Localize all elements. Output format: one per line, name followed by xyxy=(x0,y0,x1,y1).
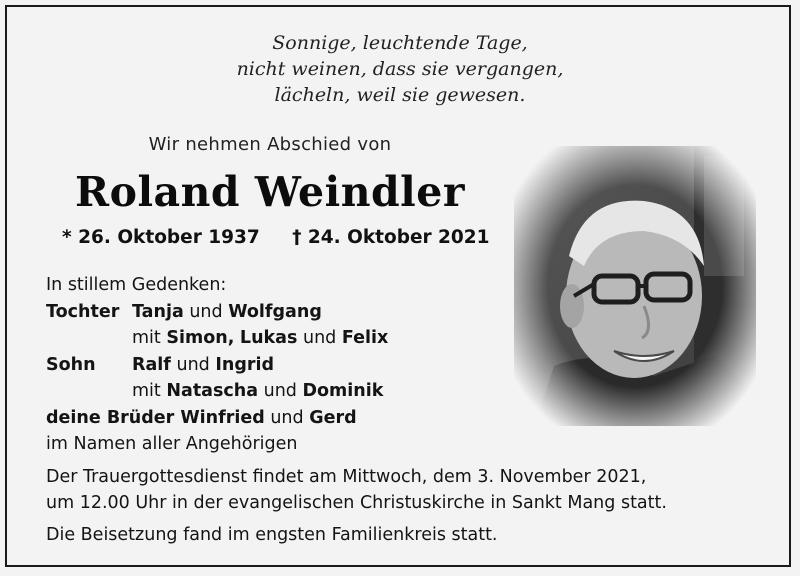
family-row-grandchildren: mit Simon, Lukas und Felix xyxy=(132,328,389,348)
conjunction: und xyxy=(270,407,304,428)
conjunction: und xyxy=(263,381,297,401)
poem-line: nicht weinen, dass sie vergangen, xyxy=(236,58,564,80)
family-name: deine Brüder Winfried xyxy=(46,407,265,428)
family-name: Gerd xyxy=(309,407,357,428)
notice-line: Der Trauergottesdienst findet am Mittwoch, dem 3. November 2021, xyxy=(46,467,647,487)
family-name: Ingrid xyxy=(215,354,275,375)
family-row-daughter xyxy=(46,299,388,326)
death-date: † 24. Oktober 2021 xyxy=(292,227,490,248)
family-name: Tanja xyxy=(132,301,184,322)
family-name: Lukas xyxy=(239,328,298,348)
family-closing: im Namen aller Angehörigen xyxy=(46,434,298,454)
portrait-photo xyxy=(514,146,756,426)
family-name: Felix xyxy=(341,328,389,348)
poem xyxy=(160,30,640,108)
poem-line: lächeln, weil sie gewesen. xyxy=(274,84,526,106)
poem-line: Sonnige, leuchtende Tage, xyxy=(272,32,528,54)
conjunction: mit xyxy=(132,381,161,401)
notice-line: um 12.00 Uhr in der evangelischen Christuskirche in Sankt Mang statt. xyxy=(46,493,667,513)
portrait-illustration xyxy=(514,146,756,426)
family-name: Wolfgang xyxy=(228,301,322,322)
notice-line: Die Beisetzung fand im engsten Familienkreis statt. xyxy=(46,525,498,545)
birth-date: * 26. Oktober 1937 xyxy=(62,227,260,248)
life-dates xyxy=(62,227,490,248)
family-list xyxy=(46,272,388,458)
family-row-brothers xyxy=(46,405,388,432)
conjunction: und xyxy=(189,301,223,322)
conjunction: und xyxy=(176,354,210,375)
conjunction: mit xyxy=(132,328,161,348)
service-notice xyxy=(46,464,667,548)
family-heading: In stillem Gedenken: xyxy=(46,275,227,295)
family-name: Natascha xyxy=(166,381,259,401)
family-name: Simon xyxy=(166,328,228,348)
conjunction: und xyxy=(302,328,337,348)
relation-label: Tochter xyxy=(46,301,120,322)
deceased-name: Roland Weindler xyxy=(75,168,465,216)
family-name: Ralf xyxy=(132,354,171,375)
family-name: Dominik xyxy=(302,381,384,401)
family-row-son xyxy=(46,352,388,379)
relation-label: Sohn xyxy=(46,354,96,375)
intro-text: Wir nehmen Abschied von xyxy=(148,134,392,155)
family-row-grandchildren xyxy=(46,378,388,405)
